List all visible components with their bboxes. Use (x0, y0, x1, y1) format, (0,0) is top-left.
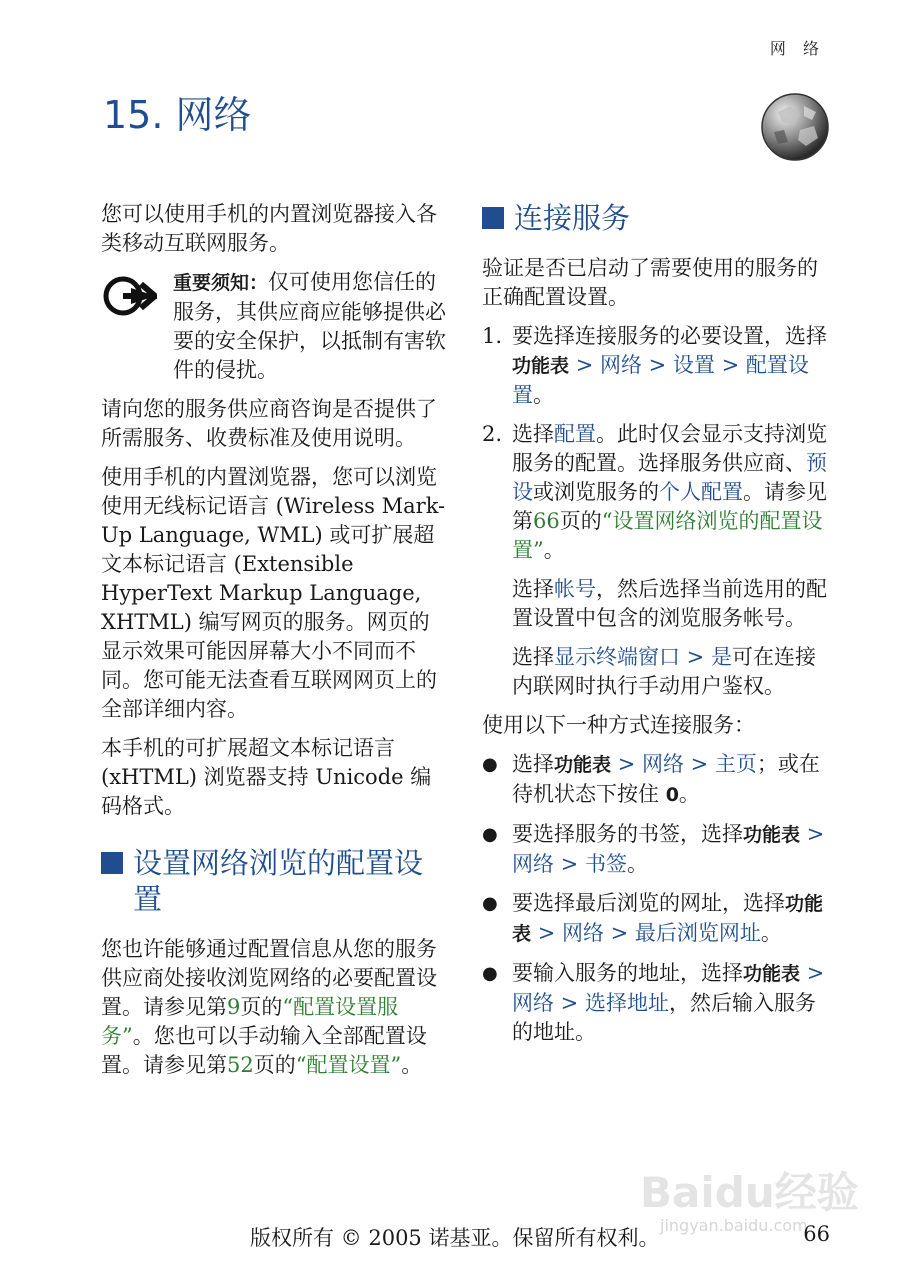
link-browse-config[interactable]: “设置网络浏览的配置设置” (512, 509, 823, 562)
link-network[interactable]: 网络 (561, 921, 604, 945)
bullet-icon: ● (482, 754, 498, 775)
bullet-icon: ● (482, 963, 498, 984)
link-settings[interactable]: 设置 (672, 353, 715, 377)
list-item: ● 要选择服务的书签，选择功能表 > 网络 > 书签。 (482, 820, 832, 879)
step-item: 1. 要选择连接服务的必要设置，选择功能表 > 网络 > 设置 > 配置设置。 (482, 324, 827, 407)
paragraph-config-settings: 您也许能够通过配置信息从您的服务供应商处接收浏览网络的必要配置设置。请参见第9页的“配置设置服务”。您也可以手动输入全部配置设置。请参见第52页的“配置设置”。 (101, 937, 437, 1077)
page-ref-52[interactable]: 52 (227, 1053, 254, 1077)
link-show-terminal-window[interactable]: 显示终端窗口 (554, 645, 680, 669)
link-config[interactable]: 配置 (554, 422, 596, 446)
page-ref-9[interactable]: 9 (227, 995, 241, 1019)
methods-list (482, 750, 832, 1047)
page-ref-66[interactable]: 66 (533, 509, 560, 533)
note-icon (101, 268, 173, 385)
key-zero: 0 (665, 784, 679, 806)
paragraph-methods: 使用以下一种方式连接服务： (482, 713, 755, 737)
link-last-visited[interactable]: 最后浏览网址 (634, 921, 761, 945)
paragraph-account: 选择帐号，然后选择当前选用的配置设置中包含的浏览服务帐号。 (512, 577, 827, 630)
link-personal-config[interactable]: 个人配置 (659, 480, 743, 504)
left-column (101, 200, 446, 1090)
link-select-address[interactable]: 选择地址 (584, 991, 669, 1015)
link-config-service[interactable]: “配置设置服务” (101, 995, 399, 1048)
list-item: ● 要选择最后浏览的网址，选择功能表 > 网络 > 最后浏览网址。 (482, 889, 832, 949)
intro-paragraph: 您可以使用手机的内置浏览器接入各类移动互联网服务。 (101, 202, 437, 255)
paragraph-unicode: 本手机的可扩展超文本标记语言 (xHTML) 浏览器支持 Unicode 编码格式。 (101, 736, 432, 818)
note-text: 仅可使用您信任的服务，其供应商应能够提供必要的安全保护，以抵制有害软件的侵扰。 (173, 270, 446, 382)
paragraph-terminal-window: 选择显示终端窗口 > 是可在连接内联网时执行手动用户鉴权。 (512, 645, 816, 698)
page-footer (250, 1222, 830, 1252)
right-column (482, 200, 832, 1057)
important-note (101, 268, 446, 385)
link-account[interactable]: 帐号 (554, 577, 596, 601)
link-network[interactable]: 网络 (512, 991, 554, 1015)
page-number: 66 (803, 1222, 830, 1246)
note-label: 重要须知： (173, 272, 269, 294)
section-title-connect: 连接服务 (482, 200, 832, 236)
link-default[interactable]: 预设 (512, 451, 827, 504)
section-title-config: 设置网络浏览的配置设置 (101, 845, 446, 917)
globe-icon (760, 92, 830, 162)
steps-list (482, 322, 832, 565)
paragraph-browser-description: 使用手机的内置浏览器，您可以浏览使用无线标记语言 (Wireless Mark-Up Language, WML) 或可扩展超文本标记语言 (Extensible HyperText Markup Language, XHTML) 编写网页的服务。网页的显示效果可能因屏幕大小不同而不同。您可能无法查看互联网网页上的全部详细内容。 (101, 465, 446, 721)
watermark-logo: Baidu经验 (640, 1168, 859, 1217)
link-yes[interactable]: 是 (710, 645, 732, 669)
link-network[interactable]: 网络 (512, 852, 554, 876)
section-square-icon (482, 207, 504, 229)
link-network[interactable]: 网络 (641, 752, 684, 776)
bullet-icon: ● (482, 824, 498, 845)
running-header: 网 络 (769, 39, 825, 58)
list-item: ● 选择功能表 > 网络 > 主页；或在待机状态下按住 0。 (482, 750, 832, 810)
bullet-icon: ● (482, 893, 498, 914)
step-item: 2. 选择配置。此时仅会显示支持浏览服务的配置。选择服务供应商、预设或浏览服务的个人配置。请参见第66页的“设置网络浏览的配置设置”。 (482, 422, 827, 562)
paragraph-verify: 验证是否已启动了需要使用的服务的正确配置设置。 (482, 256, 818, 309)
link-config-settings[interactable]: “配置设置” (295, 1053, 402, 1077)
link-config-settings[interactable]: 配置设置 (512, 353, 809, 407)
link-homepage[interactable]: 主页 (714, 752, 757, 776)
section-square-icon (101, 852, 123, 874)
chapter-title: 15. 网络 (103, 93, 252, 137)
list-item: ● 要输入服务的地址，选择功能表 > 网络 > 选择地址，然后输入服务的地址。 (482, 959, 832, 1047)
paragraph-service-inquiry: 请向您的服务供应商咨询是否提供了所需服务、收费标准及使用说明。 (101, 397, 437, 450)
watermark-url: jingyan.baidu.com (660, 1216, 808, 1235)
copyright-text: 版权所有 © 2005 诺基亚。保留所有权利。 (250, 1226, 660, 1250)
link-bookmarks[interactable]: 书签 (584, 852, 627, 876)
menu-label: 功能表 (512, 355, 570, 377)
link-network[interactable]: 网络 (599, 353, 642, 377)
